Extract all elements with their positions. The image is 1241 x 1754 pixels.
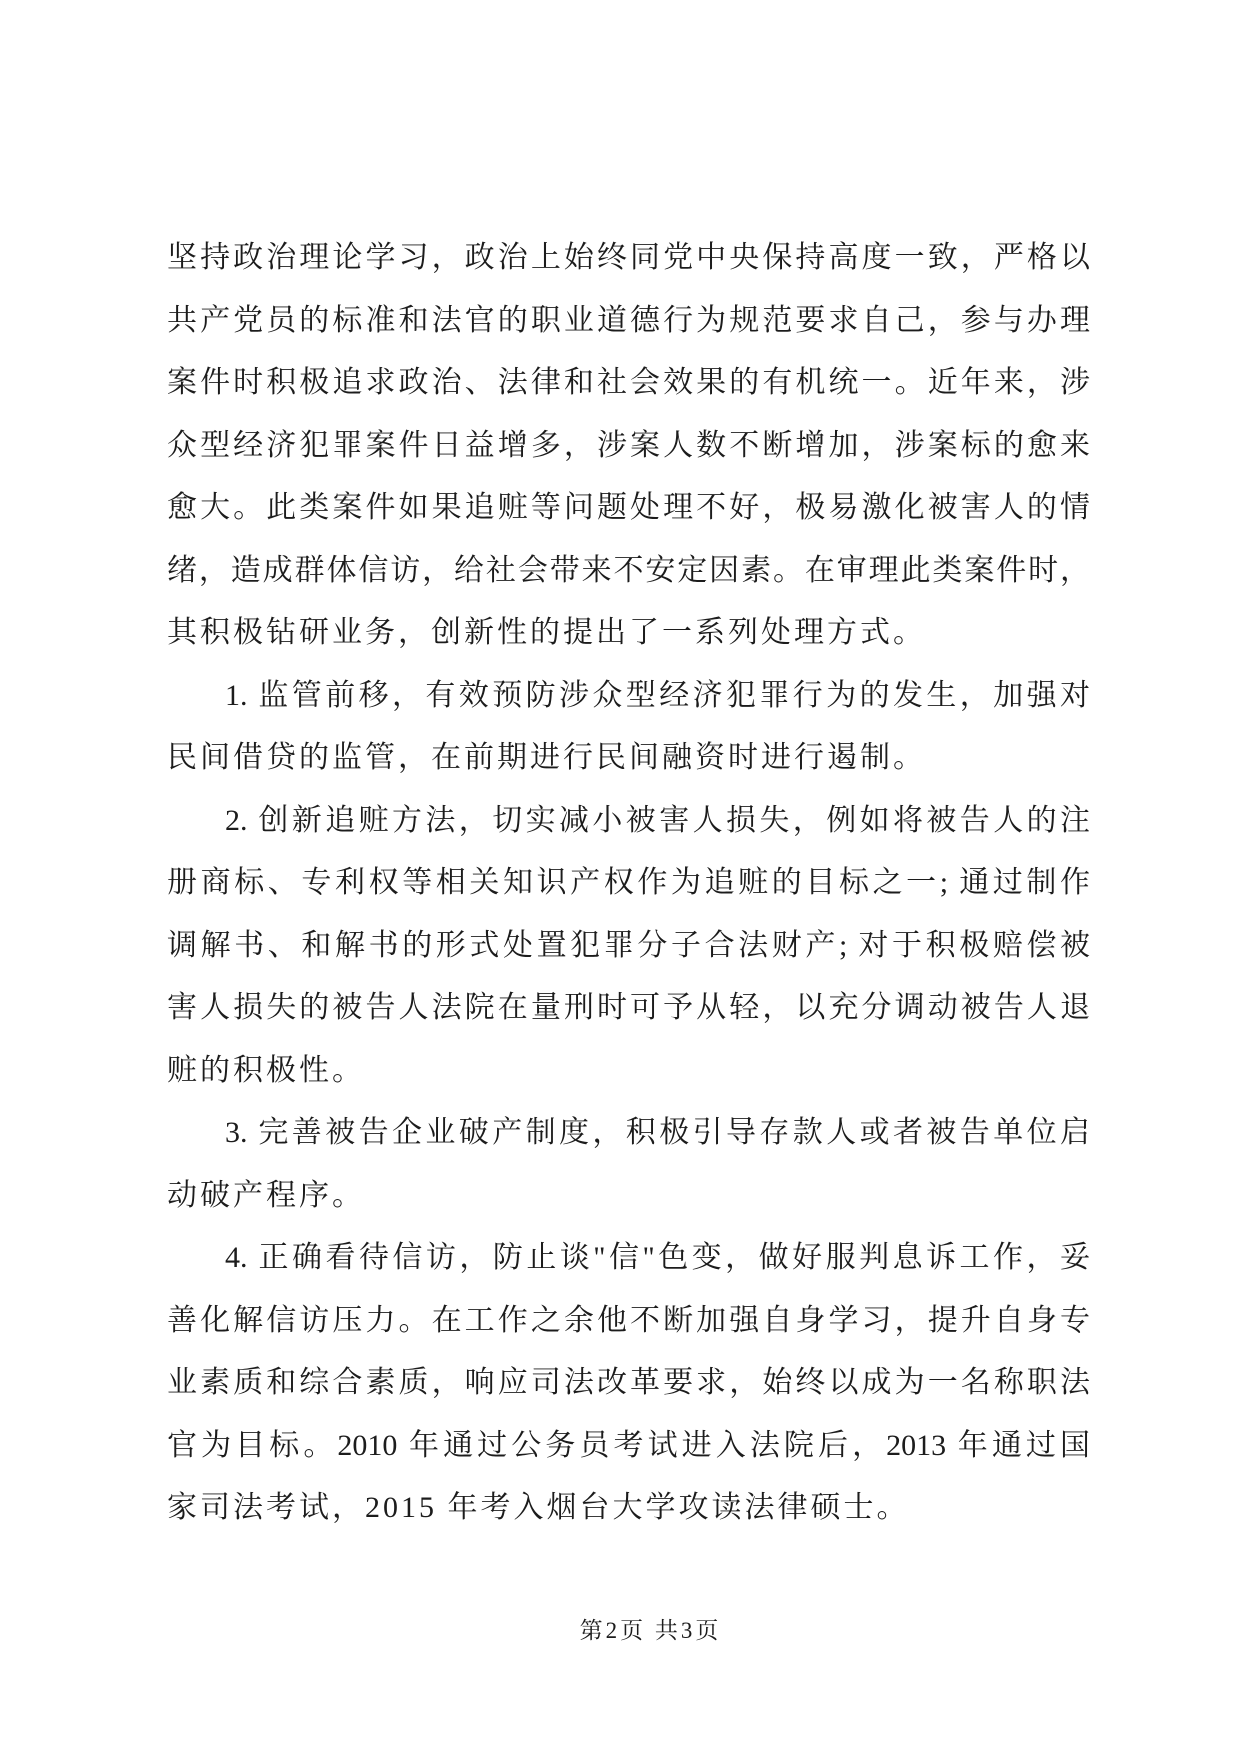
text-line: 调解书、和解书的形式处置犯罪分子合法财产; 对于积极赔偿被	[167, 928, 1090, 962]
text-line: 家司法考试，2015 年考入烟台大学攻读法律硕士。	[167, 1491, 910, 1524]
text-line: 善化解信访压力。在工作之余他不断加强自身学习，提升自身专	[167, 1303, 1090, 1337]
text-line: 共产党员的标准和法官的职业道德行为规范要求自己，参与办理	[167, 303, 1090, 337]
text-line: 3. 完善被告企业破产制度，积极引导存款人或者被告单位启	[225, 1116, 1090, 1149]
text-line: 赃的积极性。	[167, 1053, 365, 1087]
text-line: 4. 正确看待信访，防止谈"信"色变，做好服判息诉工作，妥	[225, 1241, 1090, 1274]
text-line: 害人损失的被告人法院在量刑时可予从轻，以充分调动被告人退	[167, 991, 1090, 1024]
text-line: 愈大。此类案件如果追赃等问题处理不好，极易激化被害人的情	[167, 491, 1090, 524]
text-line: 案件时积极追求政治、法律和社会效果的有机统一。近年来，涉	[167, 366, 1090, 399]
text-line: 其积极钻研业务，创新性的提出了一系列处理方式。	[167, 616, 926, 649]
text-line: 众型经济犯罪案件日益增多，涉案人数不断增加，涉案标的愈来	[167, 428, 1090, 462]
text-line: 坚持政治理论学习，政治上始终同党中央保持高度一致，严格以	[167, 241, 1090, 274]
text-line: 民间借贷的监管，在前期进行民间融资时进行遏制。	[167, 741, 926, 774]
document-body	[167, 227, 1090, 1540]
text-line: 绪，造成群体信访，给社会带来不安定因素。在审理此类案件时，	[167, 553, 1090, 587]
text-line: 1. 监管前移，有效预防涉众型经济犯罪行为的发生，加强对	[225, 678, 1090, 712]
text-line: 册商标、专利权等相关知识产权作为追赃的目标之一; 通过制作	[167, 866, 1090, 899]
page-number-text: 第2页 共3页	[579, 1618, 722, 1643]
page-footer	[60, 1612, 1241, 1645]
text-line: 2. 创新追赃方法，切实减小被害人损失，例如将被告人的注	[225, 803, 1090, 837]
text-line: 动破产程序。	[167, 1178, 365, 1212]
text-line: 业素质和综合素质，响应司法改革要求，始终以成为一名称职法	[167, 1366, 1090, 1399]
text-line: 官为目标。2010 年通过公务员考试进入法院后，2013 年通过国	[167, 1428, 1090, 1462]
